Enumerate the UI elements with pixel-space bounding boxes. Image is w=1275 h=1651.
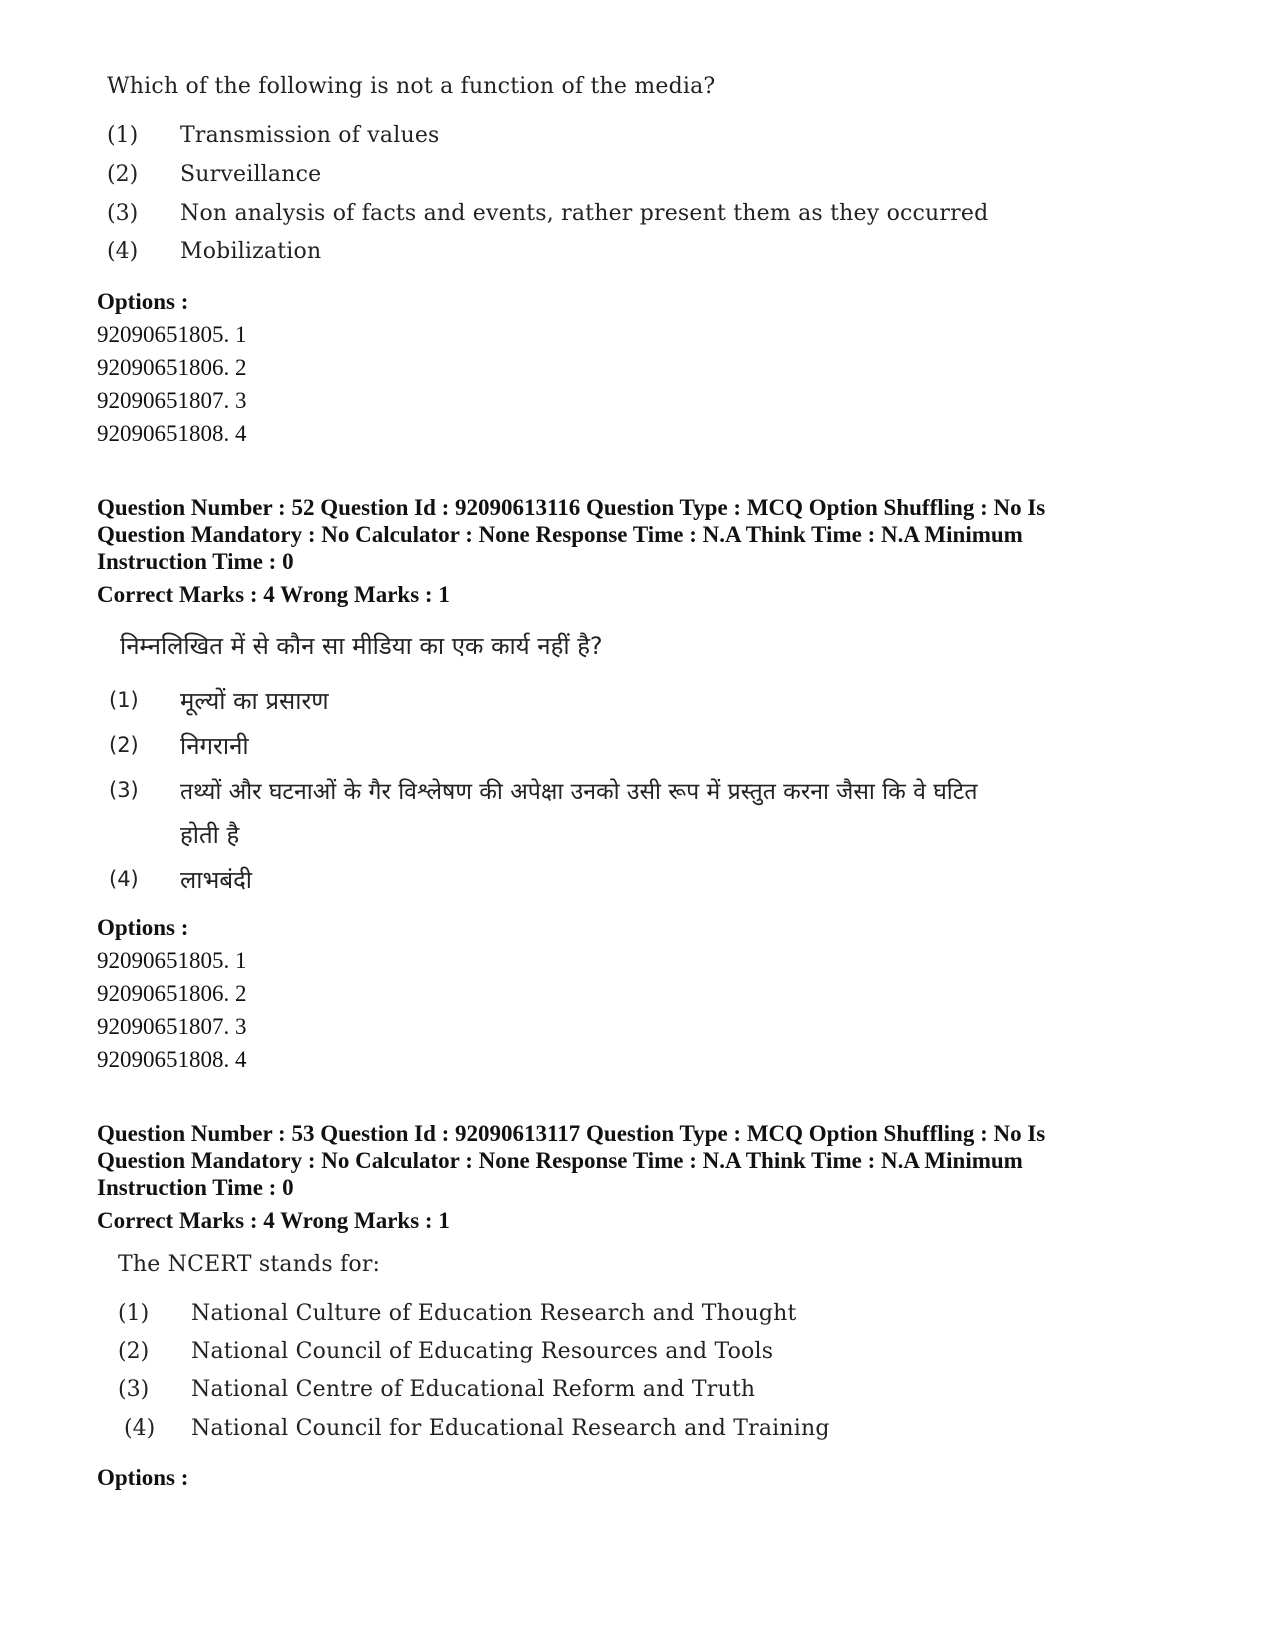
q52-choice-1-number: (1) xyxy=(109,688,139,712)
q51-option-2: 92090651806. 2 xyxy=(97,355,247,380)
q51-options-label: Options : xyxy=(97,289,189,314)
q52-choice-1-text: मूल्यों का प्रसारण xyxy=(180,687,329,715)
q51-choice-4-number: (4) xyxy=(107,239,139,264)
q51-choice-3-text: Non analysis of facts and events, rather present them as they occurred xyxy=(180,201,989,226)
q53-choice-2-text: National Council of Educating Resources and Tools xyxy=(191,1339,774,1364)
q53-meta-line-3: Instruction Time : 0 xyxy=(97,1175,294,1200)
q51-stem: Which of the following is not a function of the media? xyxy=(107,74,716,99)
q52-choice-4-text: लाभबंदी xyxy=(180,866,253,894)
q52-choice-3-text: तथ्यों और घटनाओं के गैर विश्लेषण की अपेक्षा उनको उसी रूप में प्रस्तुत करना जैसा कि वे घटित xyxy=(180,779,978,805)
q53-choice-4-text: National Council for Educational Research and Training xyxy=(191,1416,830,1441)
q51-choice-3-number: (3) xyxy=(107,201,139,226)
q52-choice-3-text-continued: होती है xyxy=(180,821,240,849)
q52-meta-line-1: Question Number : 52 Question Id : 92090613116 Question Type : MCQ Option Shuffling : No Is xyxy=(97,495,1046,520)
q52-meta-line-2: Question Mandatory : No Calculator : None Response Time : N.A Think Time : N.A Minimum xyxy=(97,522,1023,547)
q53-stem: The NCERT stands for: xyxy=(118,1252,381,1277)
q51-choice-2-text: Surveillance xyxy=(180,162,322,187)
q52-choice-3-number: (3) xyxy=(109,778,139,802)
q52-option-4: 92090651808. 4 xyxy=(97,1047,247,1072)
q52-option-3: 92090651807. 3 xyxy=(97,1014,247,1039)
q52-choice-4-number: (4) xyxy=(109,867,139,891)
q52-meta-line-3: Instruction Time : 0 xyxy=(97,549,294,574)
q51-option-4: 92090651808. 4 xyxy=(97,421,247,446)
q53-choice-3-number: (3) xyxy=(118,1377,150,1402)
q53-options-label: Options : xyxy=(97,1465,189,1490)
q52-choice-2-number: (2) xyxy=(109,733,139,757)
q51-option-1: 92090651805. 1 xyxy=(97,322,247,347)
q53-meta-line-1: Question Number : 53 Question Id : 92090613117 Question Type : MCQ Option Shuffling : No Is xyxy=(97,1121,1046,1146)
q53-choice-4-number: (4) xyxy=(124,1416,156,1441)
q51-choice-1-text: Transmission of values xyxy=(180,123,440,148)
q52-choice-2-text: निगरानी xyxy=(180,732,249,760)
q52-option-2: 92090651806. 2 xyxy=(97,981,247,1006)
q51-choice-1-number: (1) xyxy=(107,123,139,148)
q53-meta-line-2: Question Mandatory : No Calculator : None Response Time : N.A Think Time : N.A Minimum xyxy=(97,1148,1023,1173)
q53-marks: Correct Marks : 4 Wrong Marks : 1 xyxy=(97,1208,450,1233)
q52-options-label: Options : xyxy=(97,915,189,940)
q52-stem: निम्नलिखित में से कौन सा मीडिया का एक कार्य नहीं है? xyxy=(120,632,603,660)
q53-choice-2-number: (2) xyxy=(118,1339,150,1364)
q52-marks: Correct Marks : 4 Wrong Marks : 1 xyxy=(97,582,450,607)
q51-choice-2-number: (2) xyxy=(107,162,139,187)
q53-choice-1-text: National Culture of Education Research and Thought xyxy=(191,1301,797,1326)
q51-choice-4-text: Mobilization xyxy=(180,239,322,264)
q53-choice-1-number: (1) xyxy=(118,1301,150,1326)
q53-choice-3-text: National Centre of Educational Reform and Truth xyxy=(191,1377,756,1402)
q51-option-3: 92090651807. 3 xyxy=(97,388,247,413)
q52-option-1: 92090651805. 1 xyxy=(97,948,247,973)
